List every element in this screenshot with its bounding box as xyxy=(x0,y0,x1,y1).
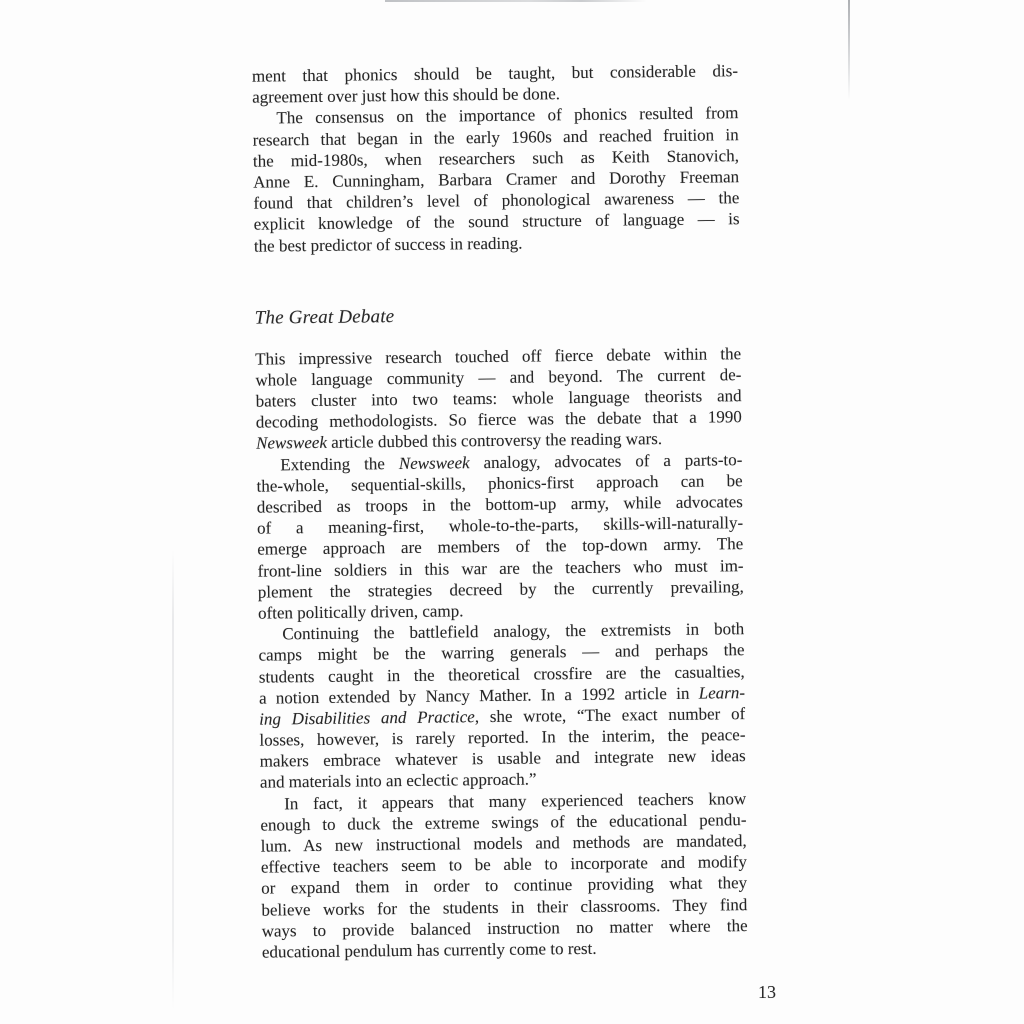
text-segment: found that children’s level of phonological awareness — the xyxy=(253,188,740,213)
text-segment: explicit knowledge of the sound structure of language — is xyxy=(253,209,740,234)
italic-text-segment: ing Disabilities and Practice xyxy=(259,707,475,729)
text-segment: Continuing the battlefield analogy, the extremists in both xyxy=(282,619,745,644)
text-segment: agreement over just how this should be done. xyxy=(252,84,561,107)
text-segment: In fact, it appears that many experienced teachers know xyxy=(284,788,747,813)
scan-shadow-artifact-left xyxy=(172,550,174,1010)
text-segment: makers embrace whatever is usable and integrate new ideas xyxy=(259,746,746,771)
text-segment: research that began in the early 1960s and reached fruition in xyxy=(252,124,739,150)
text-segment: and materials into an eclectic approach.” xyxy=(259,769,537,793)
text-segment: students caught in the theoretical crossfire are the casualties, xyxy=(258,661,745,687)
text-segment: camps might be the warring generals — and perhaps the xyxy=(258,640,745,665)
text-segment: decoding methodologists. So fierce was the debate that a 1990 xyxy=(255,407,742,432)
text-segment: plement the strategies decreed by the currently prevailing, xyxy=(257,576,744,602)
section-heading: The Great Debate xyxy=(254,305,395,329)
text-segment: article dubbed this controversy the reading wars. xyxy=(326,429,663,453)
text-segment: believe works for the students in their classrooms. They find xyxy=(261,894,748,920)
text-segment: emerge approach are members of the top-down army. The xyxy=(257,534,744,560)
page-number: 13 xyxy=(758,982,776,1002)
text-segment: described as troops in the bottom-up army, while advocates xyxy=(256,492,743,517)
text-segment: analogy, advocates of a parts-to- xyxy=(469,449,743,472)
paragraph xyxy=(252,60,738,108)
paragraph xyxy=(260,788,748,963)
text-segment: ment that phonics should be taught, but considerable dis- xyxy=(251,61,739,86)
paragraph xyxy=(252,103,740,257)
paragraph xyxy=(256,449,744,624)
text-segment: This impressive research touched off fierce debate within the xyxy=(255,343,742,369)
text-segment: the best predictor of success in reading. xyxy=(253,233,523,256)
text-segment: lum. As new instructional models and methods are mandated, xyxy=(260,831,747,856)
italic-text-segment: Learn- xyxy=(698,682,746,703)
paragraph xyxy=(255,343,742,454)
italic-text-segment: Newsweek xyxy=(398,452,470,473)
text-segment: baters cluster into two teams: whole language theorists and xyxy=(255,386,742,411)
text-segment: whole language community — and beyond. The current de- xyxy=(255,365,742,390)
scan-edge-artifact-right xyxy=(848,0,850,100)
text-segment: The consensus on the importance of phonics resulted from xyxy=(276,103,739,128)
text-segment: educational pendulum has currently come to rest. xyxy=(261,938,597,962)
text-segment: of a meaning-first, whole-to-the-parts, skills-will-naturally- xyxy=(256,513,744,538)
text-segment: front-line soldiers in this war are the teachers who must im- xyxy=(257,555,744,581)
text-segment: Anne E. Cunningham, Barbara Cramer and Dorothy Freeman xyxy=(253,167,740,192)
text-segment: a notion extended by Nancy Mather. In a 1992 article in xyxy=(258,683,699,708)
italic-text-segment: Newsweek xyxy=(256,433,328,454)
text-segment: effective teachers seem to be able to incorporate and modify xyxy=(260,852,747,877)
text-segment: ways to provide balanced instruction no matter where the xyxy=(261,915,748,941)
text-segment: Extending the xyxy=(280,453,399,474)
text-line xyxy=(262,936,748,963)
text-segment: the-whole, sequential-skills, phonics-first approach can be xyxy=(256,470,743,496)
paragraph xyxy=(258,618,746,793)
text-segment: the mid-1980s, when researchers such as Keith Stanovich, xyxy=(252,145,739,171)
text-segment: often politically driven, camp. xyxy=(257,601,464,623)
text-segment: or expand them in order to continue providing what they xyxy=(261,873,748,898)
text-segment: , she wrote, “The exact number of xyxy=(474,703,746,727)
text-column xyxy=(251,0,748,963)
text-segment: losses, however, is rarely reported. In the interim, the peace- xyxy=(259,725,746,750)
text-segment: enough to duck the extreme swings of the educational pendu- xyxy=(260,809,747,835)
